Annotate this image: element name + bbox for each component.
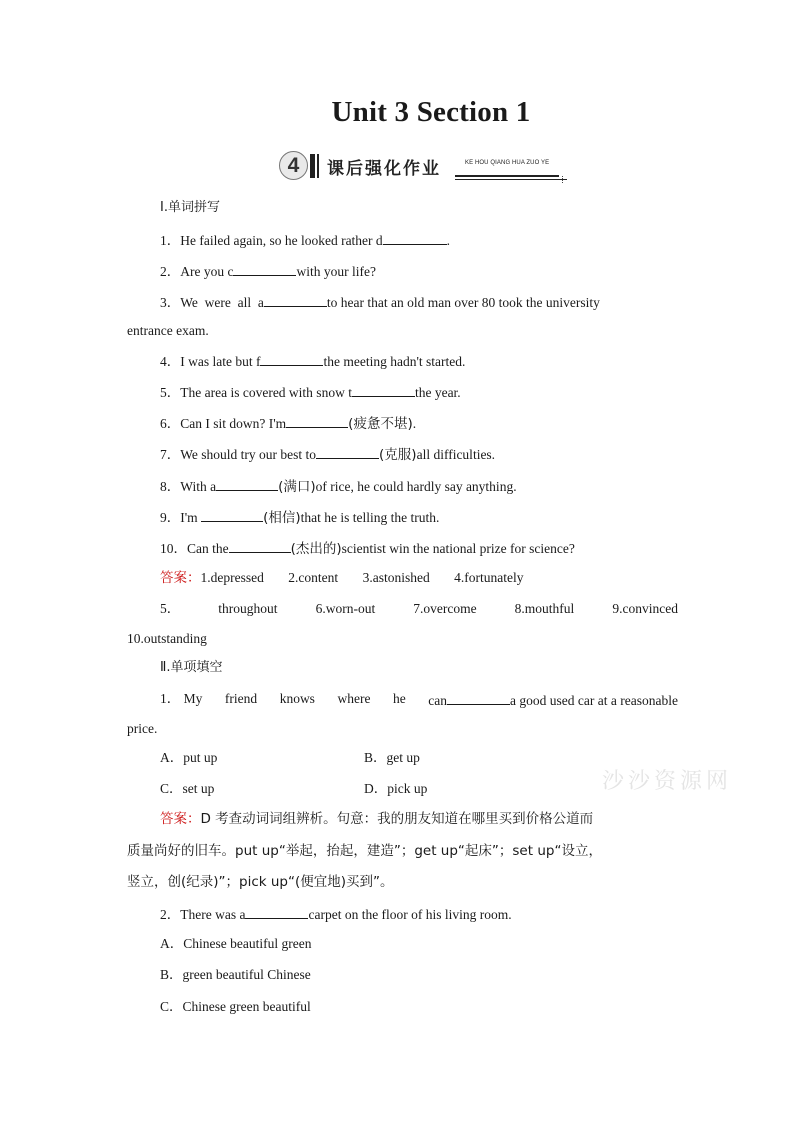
answer-blank[interactable] xyxy=(260,352,323,366)
spelling-question-10 xyxy=(160,539,575,557)
answer-group xyxy=(160,570,264,586)
question-text-end: all difficulties. xyxy=(416,447,496,462)
answer-blank[interactable] xyxy=(316,445,379,459)
choice-question-1-continued: price. xyxy=(127,721,158,736)
question-number: 4． xyxy=(160,354,181,369)
question-word: can xyxy=(428,693,448,708)
question-text-end: that he is telling the truth. xyxy=(300,510,440,525)
option-c[interactable]: C．set up xyxy=(160,781,215,796)
choice-question-2 xyxy=(160,905,512,923)
question-word: My xyxy=(183,691,203,706)
question-blank-group xyxy=(428,691,678,709)
spelling-question-6 xyxy=(160,414,416,432)
question-number: 9． xyxy=(160,510,181,525)
choice-answer-line-2: 质量尚好的旧车。put up“举起，抬起，建造”；get up“起床”；set up“设立， xyxy=(127,843,602,859)
question-text-end: with your life? xyxy=(296,264,376,279)
question-word: were xyxy=(204,295,231,310)
answer-spacer xyxy=(548,570,678,586)
banner-rule xyxy=(455,175,559,177)
question-word: knows xyxy=(279,691,315,706)
question-word: where xyxy=(337,691,371,706)
question-number-and-word xyxy=(160,691,202,709)
banner-pinyin: KE HOU QIANG HUA ZUO YE xyxy=(465,160,550,166)
answer-tag: 答案： xyxy=(160,570,201,586)
answer-blank[interactable] xyxy=(229,539,291,553)
spelling-question-8 xyxy=(160,477,517,495)
choice-answer-line-3: 竖立，创(纪录)”；pick up“(便宜地)买到”。 xyxy=(127,874,394,890)
chinese-hint: (杰出的) xyxy=(290,541,342,557)
question-number: 6． xyxy=(160,416,181,431)
spelling-question-3-continued: entrance exam. xyxy=(127,323,209,338)
answer-item: 3.astonished xyxy=(362,570,430,585)
answer-item: 4.fortunately xyxy=(454,570,524,585)
spelling-answers-line-1 xyxy=(160,570,678,586)
question-text: I was late but f xyxy=(180,354,261,369)
spelling-question-2 xyxy=(160,262,376,280)
option-a[interactable]: A．Chinese beautiful green xyxy=(160,936,312,951)
answer-item: 9.convinced xyxy=(612,601,678,616)
question-text: We should try our best to xyxy=(180,447,317,462)
question-text: I'm xyxy=(180,510,202,525)
page-title: Unit 3 Section 1 xyxy=(331,96,531,128)
choice-answer-line-1 xyxy=(160,811,593,827)
question-text: Are you c xyxy=(180,264,234,279)
question-text: He failed again, so he looked rather d xyxy=(180,233,383,248)
question-text: With a xyxy=(180,479,217,494)
spelling-answers-line-3: 10.outstanding xyxy=(127,631,207,646)
question-text: The area is covered with snow t xyxy=(180,385,352,400)
chinese-hint: (克服) xyxy=(379,447,417,463)
question-word: friend xyxy=(224,691,258,706)
answer-item: 7.overcome xyxy=(413,601,477,616)
question-text: There was a xyxy=(180,907,246,922)
answer-explanation: D 考查动词词组辨析。句意：我的朋友知道在哪里买到价格公道而 xyxy=(200,811,594,827)
banner-label: 课后强化作业 xyxy=(327,159,441,179)
chinese-hint: (相信) xyxy=(263,510,301,526)
question-number: 8． xyxy=(160,479,181,494)
spelling-answers-line-2 xyxy=(160,601,678,617)
section-heading-spelling: Ⅰ.单词拼写 xyxy=(160,200,220,215)
question-text-end: carpet on the floor of his living room. xyxy=(308,907,512,922)
answer-item: 6.worn-out xyxy=(315,601,376,616)
question-number: 2． xyxy=(160,264,181,279)
spelling-question-1 xyxy=(160,231,450,249)
answer-blank[interactable] xyxy=(245,905,308,919)
question-text-end: scientist win the national prize for science? xyxy=(341,541,575,556)
spelling-question-3 xyxy=(160,293,600,311)
answer-blank[interactable] xyxy=(352,383,415,397)
answer-item: 5． xyxy=(160,601,181,616)
answer-blank[interactable] xyxy=(201,508,263,522)
homework-banner xyxy=(279,150,569,184)
question-text-end: of rice, he could hardly say anything. xyxy=(315,479,517,494)
question-text: a xyxy=(257,295,264,310)
answer-tag: 答案： xyxy=(160,811,201,827)
answer-blank[interactable] xyxy=(286,414,348,428)
answer-item: 1.depressed xyxy=(200,570,264,585)
answer-blank[interactable] xyxy=(383,231,447,245)
spelling-question-4 xyxy=(160,352,465,370)
answer-blank[interactable] xyxy=(447,691,510,705)
question-number: 1． xyxy=(160,233,181,248)
choice-question-1 xyxy=(160,691,678,709)
banner-number-badge: 4 xyxy=(279,151,308,180)
question-number: 3． xyxy=(160,295,181,310)
option-d[interactable]: D．pick up xyxy=(364,781,428,796)
question-text-end: the year. xyxy=(414,385,461,400)
option-b[interactable]: B．get up xyxy=(364,750,420,765)
question-text-end: to hear that an old man over 80 took the university xyxy=(326,295,600,310)
question-text-end: . xyxy=(446,233,451,248)
question-number: 2． xyxy=(160,907,181,922)
chinese-hint: (疲惫不堪) xyxy=(348,416,413,432)
section-heading-multiple-choice: Ⅱ.单项填空 xyxy=(160,660,223,675)
question-number: 10． xyxy=(160,541,187,556)
watermark: 沙沙资源网 xyxy=(602,769,733,794)
question-text: Can I sit down? I'm xyxy=(180,416,287,431)
question-text: Can the xyxy=(187,541,229,556)
question-number: 1． xyxy=(160,691,181,706)
option-c[interactable]: C．Chinese green beautiful xyxy=(160,999,311,1014)
banner-bar-thin xyxy=(317,154,319,178)
chinese-hint: (满口) xyxy=(278,479,316,495)
answer-blank[interactable] xyxy=(233,262,296,276)
question-text-end: a good used car at a reasonable xyxy=(510,693,678,708)
answer-item: throughout xyxy=(218,601,278,616)
question-word: We xyxy=(180,295,198,310)
banner-rule-thin xyxy=(455,179,567,180)
question-word: he xyxy=(393,691,406,706)
question-number: 7． xyxy=(160,447,181,462)
answer-item: 8.mouthful xyxy=(514,601,575,616)
option-a[interactable]: A．put up xyxy=(160,750,218,765)
banner-tick xyxy=(562,176,564,183)
option-b[interactable]: B．green beautiful Chinese xyxy=(160,967,311,982)
question-number: 5． xyxy=(160,385,181,400)
question-text-end: . xyxy=(412,416,417,431)
question-word: all xyxy=(237,295,252,310)
spelling-question-9 xyxy=(160,508,439,526)
answer-blank[interactable] xyxy=(264,293,327,307)
spelling-question-5 xyxy=(160,383,461,401)
answer-blank[interactable] xyxy=(216,477,278,491)
question-text-end: the meeting hadn't started. xyxy=(323,354,466,369)
answer-item: 2.content xyxy=(288,570,339,585)
spelling-question-7 xyxy=(160,445,495,463)
banner-bar xyxy=(310,154,315,178)
